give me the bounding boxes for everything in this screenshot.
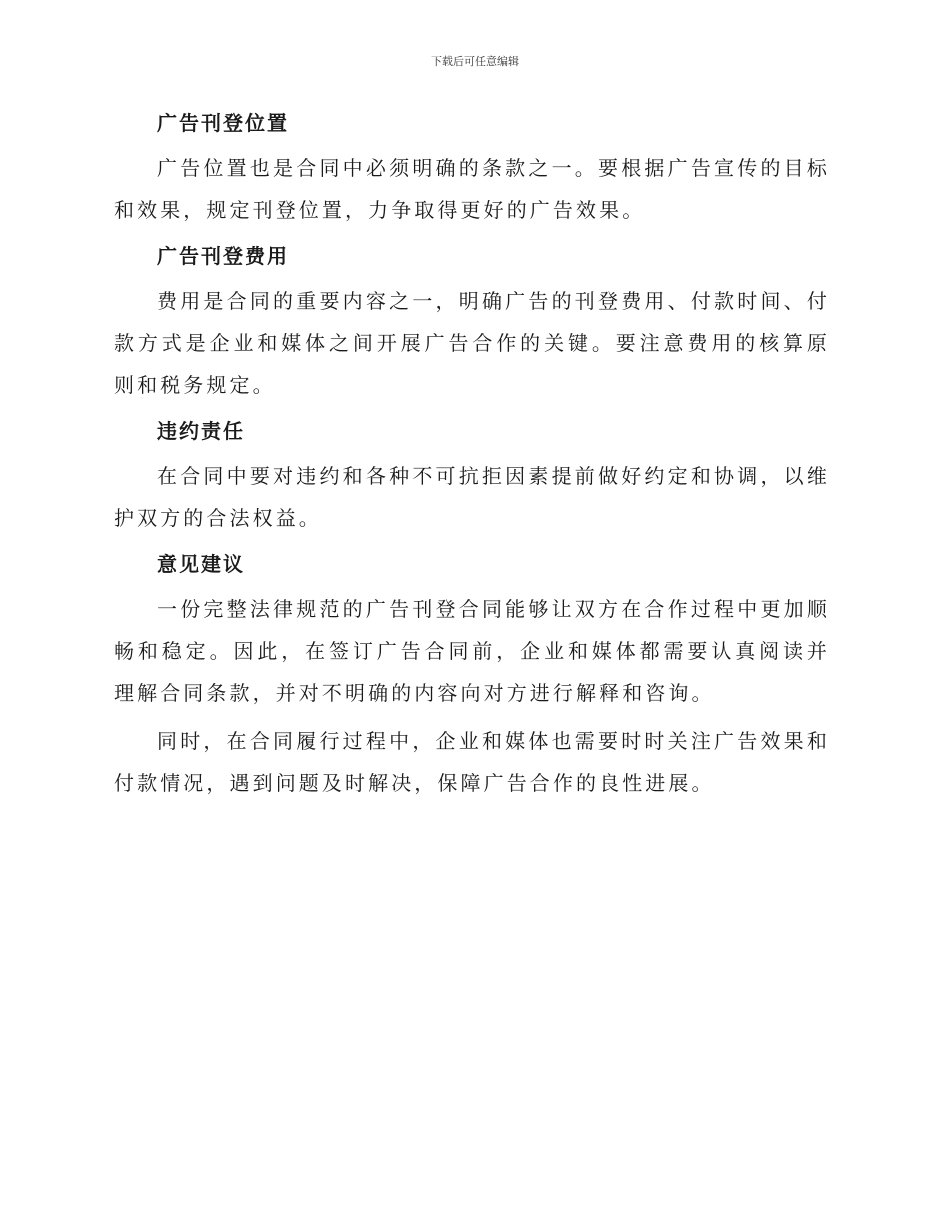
paragraph: 同时，在合同履行过程中，企业和媒体也需要时时关注广告效果和付款情况，遇到问题及时解决，保障广告合作的良性进展。 [114, 729, 830, 795]
paragraph: 广告位置也是合同中必须明确的条款之一。要根据广告宣传的目标和效果，规定刊登位置，力争取得更好的广告效果。 [114, 156, 830, 222]
document-body [114, 108, 830, 814]
paragraph: 一份完整法律规范的广告刊登合同能够让双方在合作过程中更加顺畅和稳定。因此，在签订广告合同前，企业和媒体都需要认真阅读并理解合同条款，并对不明确的内容向对方进行解释和咨询。 [114, 597, 830, 705]
section-heading: 广告刊登费用 [157, 244, 289, 268]
section-ad-fee [114, 241, 830, 406]
section-heading: 违约责任 [157, 419, 245, 443]
section-liability [114, 416, 830, 539]
paragraph: 费用是合同的重要内容之一，明确广告的刊登费用、付款时间、付款方式是企业和媒体之间开展广告合作的关键。要注意费用的核算原则和税务规定。 [114, 289, 830, 397]
section-heading: 广告刊登位置 [157, 111, 289, 135]
section-suggestions [114, 549, 830, 804]
section-heading: 意见建议 [157, 552, 245, 576]
page-header: 下载后可任意编辑 [431, 55, 519, 68]
section-ad-position [114, 108, 830, 231]
paragraph: 在合同中要对违约和各种不可抗拒因素提前做好约定和协调，以维护双方的合法权益。 [114, 464, 830, 530]
